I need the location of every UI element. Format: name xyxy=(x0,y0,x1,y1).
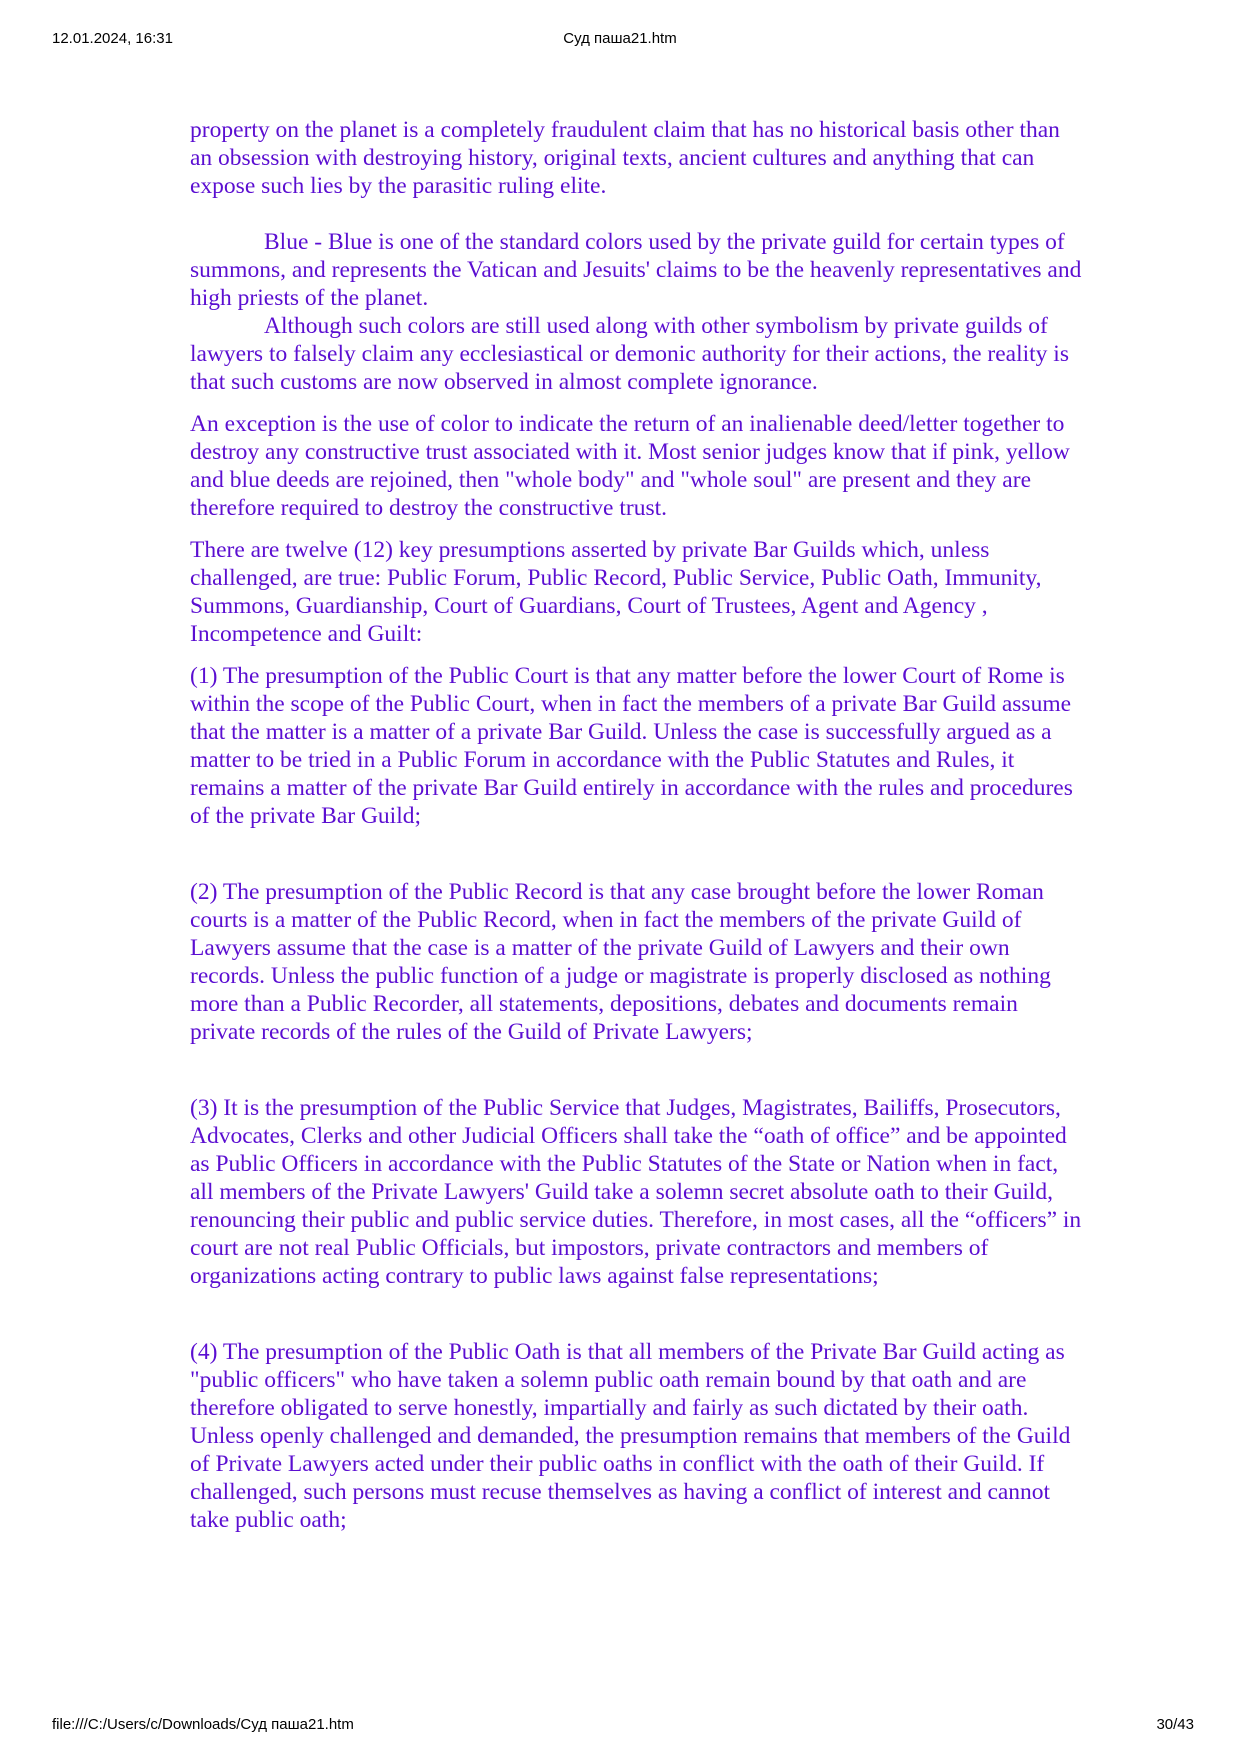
document-body xyxy=(190,116,1150,1534)
paragraph-presumption-4: (4) The presumption of the Public Oath is that all members of the Private Bar Guild acting as "public officers" who have taken a solemn public oath remain bound by that oath and are therefore obligated to serve honestly, impartially and fairly as such dictated by their oath. Unless openly challenged and demanded, the presumption remains that members of the Guild of Private Lawyers acted under their public oaths in conflict with the oath of their Guild. If challenged, such persons must recuse themselves as having a conflict of interest and cannot take public oath; xyxy=(190,1339,1071,1533)
paragraph-twelve-presumptions: There are twelve (12) key presumptions asserted by private Bar Guilds which, unless challenged, are true: Public Forum, Public Record, Public Service, Public Oath, Immunity, Summons, Guardianship, Court of Guardians, Court of Trustees, Agent and Agency , Incompetence and Guilt: xyxy=(190,537,1042,647)
print-datetime: 12.01.2024, 16:31 xyxy=(52,30,173,47)
paragraph-presumption-3: (3) It is the presumption of the Public Service that Judges, Magistrates, Bailiffs, Prosecutors, Advocates, Clerks and other Judicial Officers shall take the “oath of office” and be appointed as Public Officers in accordance with the Public Statutes of the State or Nation when in fact, all members of the Private Lawyers' Guild take a solemn secret absolute oath to their Guild, renouncing their public and public service duties. Therefore, in most cases, all the “officers” in court are not real Public Officials, but impostors, private contractors and members of organizations acting contrary to public laws against false representations; xyxy=(190,1095,1082,1289)
paragraph-property-claim: property on the planet is a completely fraudulent claim that has no historical basis other than an obsession with destroying history, original texts, ancient cultures and anything that can expose such lies by the parasitic ruling elite. xyxy=(190,117,1060,199)
print-file-url: file:///C:/Users/c/Downloads/Суд паша21.htm xyxy=(52,1716,354,1733)
paragraph-color-exception: An exception is the use of color to indicate the return of an inalienable deed/letter together to destroy any constructive trust associated with it. Most senior judges know that if pink, yellow and blue deeds are rejoined, then "whole body" and "whole soul" are present and they are therefore required to destroy the constructive trust. xyxy=(190,411,1070,521)
print-footer xyxy=(0,1716,1240,1736)
paragraph-presumption-2: (2) The presumption of the Public Record is that any case brought before the lower Roman courts is a matter of the Public Record, when in fact the members of the private Guild of Lawyers assume that the case is a matter of the private Guild of Lawyers and their own records. Unless the public function of a judge or magistrate is properly disclosed as nothing more than a Public Recorder, all statements, depositions, debates and documents remain private records of the rules of the Guild of Private Lawyers; xyxy=(190,879,1051,1045)
paragraph-blue-color: Blue - Blue is one of the standard colors used by the private guild for certain types of summons, and represents the Vatican and Jesuits' claims to be the heavenly representatives and high priests of the planet. xyxy=(190,229,1082,311)
paragraph-colors-ignorance: Although such colors are still used along with other symbolism by private guilds of lawyers to falsely claim any ecclesiastical or demonic authority for their actions, the reality is that such customs are now observed in almost complete ignorance. xyxy=(190,313,1069,395)
print-header xyxy=(0,30,1240,50)
print-page-number: 30/43 xyxy=(1156,1716,1194,1733)
print-document-title: Суд паша21.htm xyxy=(563,30,677,47)
paragraph-presumption-1: (1) The presumption of the Public Court is that any matter before the lower Court of Rome is within the scope of the Public Court, when in fact the members of a private Bar Guild assume that the matter is a matter of a private Bar Guild. Unless the case is successfully argued as a matter to be tried in a Public Forum in accordance with the Public Statutes and Rules, it remains a matter of the private Bar Guild entirely in accordance with the rules and procedures of the private Bar Guild; xyxy=(190,663,1073,829)
